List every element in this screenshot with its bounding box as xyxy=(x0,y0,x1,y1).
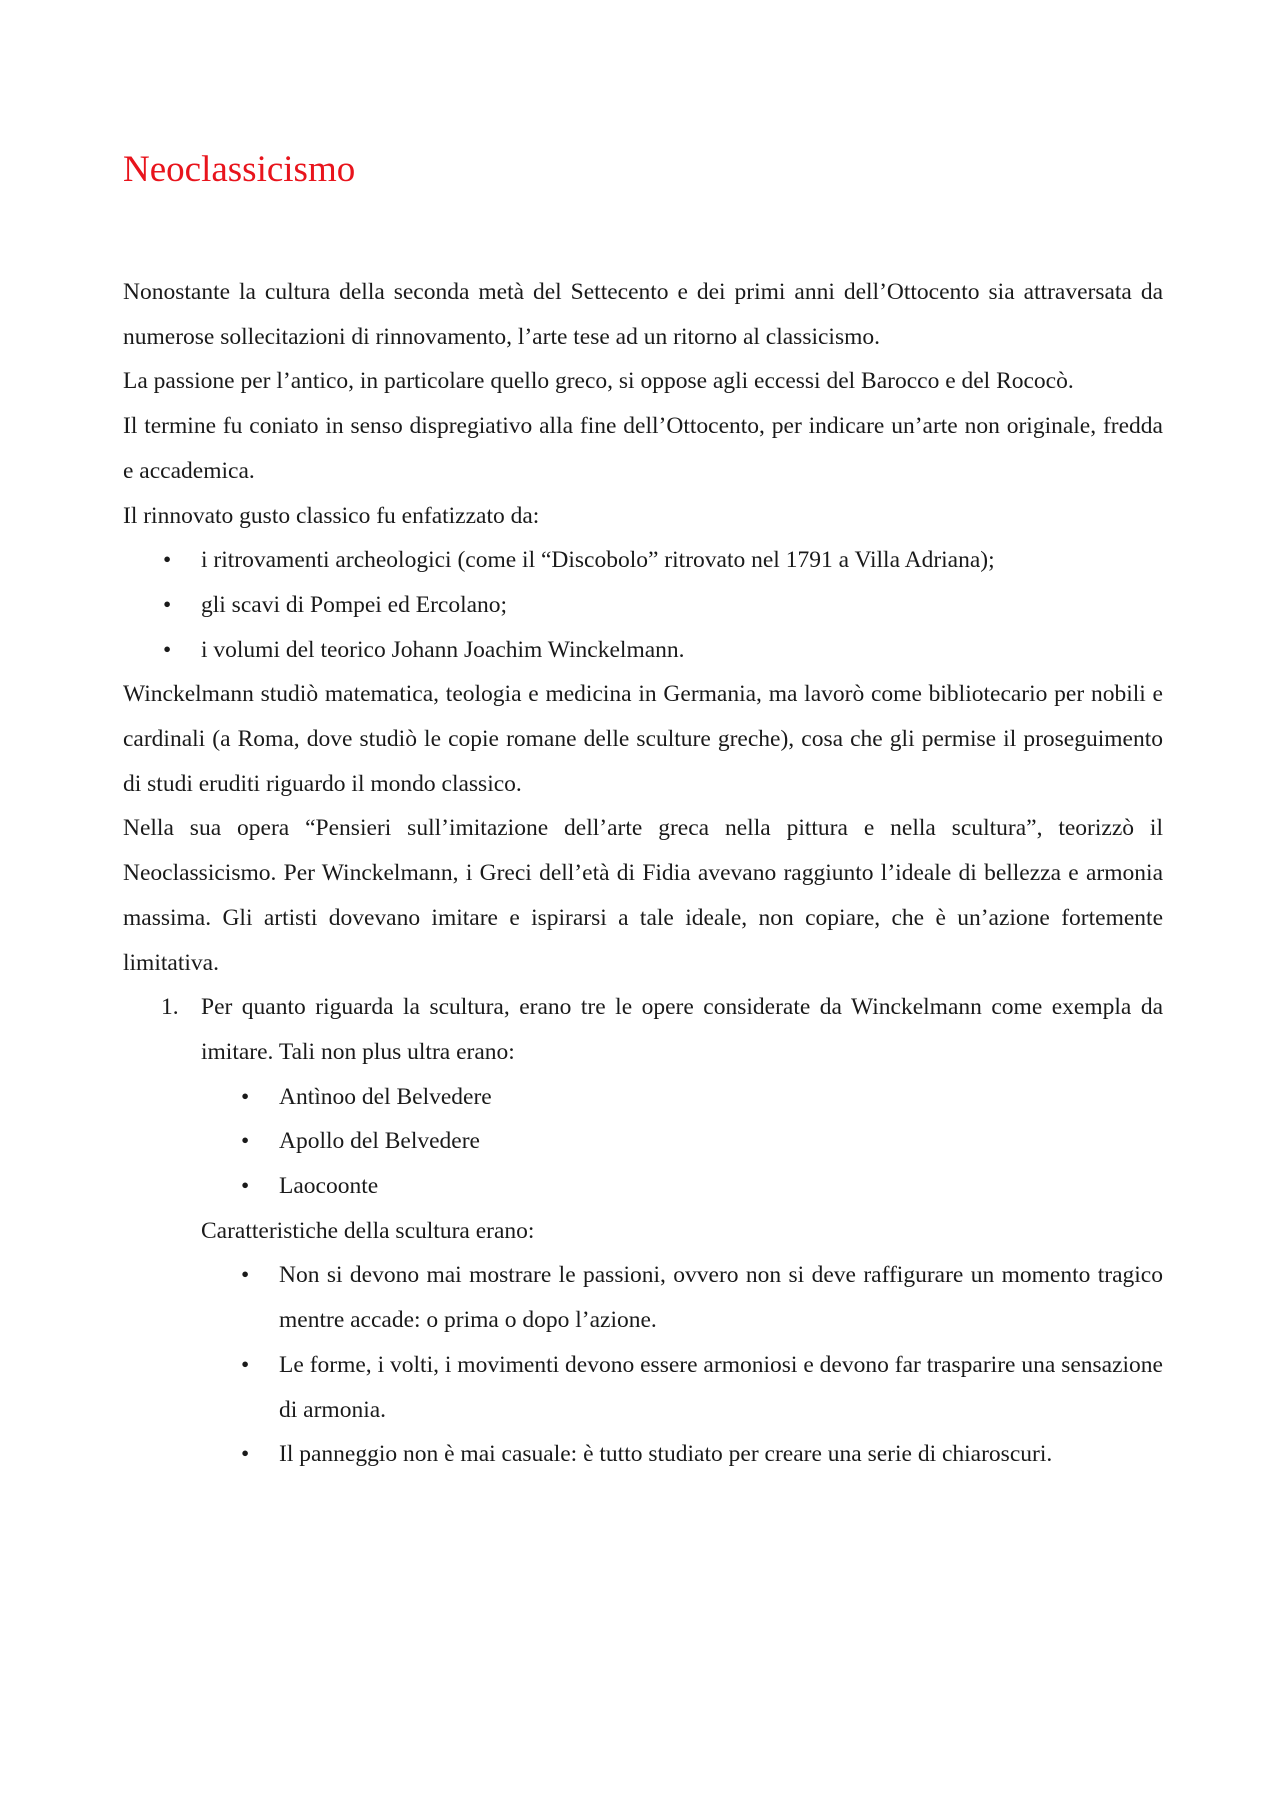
list-item-text: gli scavi di Pompei ed Ercolano; xyxy=(201,591,508,618)
list-item xyxy=(201,1119,1163,1164)
list-item xyxy=(201,1164,1163,1209)
bullet-icon: • xyxy=(241,1441,250,1468)
list-item xyxy=(123,628,1163,673)
numbered-item-text: Per quanto riguarda la scultura, erano tre le opere considerate da Winckelmann come exempla da imitare. Tali non plus ultra erano: xyxy=(201,994,1163,1065)
list-item xyxy=(201,1075,1163,1120)
features-intro: Caratteristiche della scultura erano: xyxy=(201,1217,535,1244)
intro-paragraph: Il rinnovato gusto classico fu enfatizzato da: xyxy=(123,502,540,529)
list-item-text: i volumi del teorico Johann Joachim Winckelmann. xyxy=(201,636,685,663)
bullet-icon: • xyxy=(163,636,172,663)
list-item xyxy=(201,1253,1163,1342)
numbered-list xyxy=(123,985,1163,1477)
list-item-text: i ritrovamenti archeologici (come il “Discobolo” ritrovato nel 1791 a Villa Adriana); xyxy=(201,547,995,574)
winckelmann-paragraph: Winckelmann studiò matematica, teologia e medicina in Germania, ma lavorò come bibliotecario per nobili e cardinali (a Roma, dove studiò le copie romane delle sculture greche), cosa che gli permise il proseguimento di studi eruditi riguardo il mondo classico. xyxy=(123,681,1163,797)
list-item-text: Non si devono mai mostrare le passioni, ovvero non si deve raffigurare un momento tragico mentre accade: o prima o dopo l’azione. xyxy=(279,1262,1163,1334)
works-list xyxy=(201,1075,1163,1209)
list-item-text: Apollo del Belvedere xyxy=(279,1128,480,1155)
intro-paragraph: La passione per l’antico, in particolare quello greco, si oppose agli eccessi del Barocco e del Rococò. xyxy=(123,368,1074,395)
bullet-icon: • xyxy=(163,591,172,618)
list-item-text: Le forme, i volti, i movimenti devono essere armoniosi e devono far trasparire una sensazione di armonia. xyxy=(279,1351,1163,1423)
bullet-icon: • xyxy=(241,1173,250,1200)
list-item xyxy=(123,538,1163,583)
intro-paragraph: Nonostante la cultura della seconda metà del Settecento e dei primi anni dell’Ottocento sia attraversata da numerose sollecitazioni di rinnovamento, l’arte tese ad un ritorno al classicismo. xyxy=(123,279,1163,350)
list-item xyxy=(201,1432,1163,1477)
intro-paragraph: Il termine fu coniato in senso dispregiativo alla fine dell’Ottocento, per indicare un’arte non originale, fredda e accademica. xyxy=(123,413,1163,484)
list-item xyxy=(201,1343,1163,1432)
winckelmann-paragraph: Nella sua opera “Pensieri sull’imitazione dell’arte greca nella pittura e nella scultura”, teorizzò il Neoclassicismo. Per Winckelmann, i Greci dell’età di Fidia avevano raggiunto l’ideale di bellezza e armonia massima. Gli artisti dovevano imitare e ispirarsi a tale ideale, non copiare, che è un’azione fortemente limitativa. xyxy=(123,815,1163,976)
causes-list xyxy=(123,538,1163,672)
list-item-text: Il panneggio non è mai casuale: è tutto studiato per creare una serie di chiaroscuri. xyxy=(279,1441,1053,1468)
bullet-icon: • xyxy=(241,1262,250,1289)
list-number: 1. xyxy=(161,994,179,1021)
bullet-icon: • xyxy=(241,1128,250,1155)
features-list xyxy=(201,1253,1163,1477)
list-item xyxy=(123,583,1163,628)
bullet-icon: • xyxy=(241,1083,250,1110)
list-item-text: Laocoonte xyxy=(279,1173,379,1200)
bullet-icon: • xyxy=(163,547,172,574)
numbered-list-item xyxy=(123,985,1163,1477)
document-title: Neoclassicismo xyxy=(123,149,356,190)
list-item-text: Antìnoo del Belvedere xyxy=(279,1083,492,1110)
bullet-icon: • xyxy=(241,1351,250,1378)
document-body xyxy=(123,148,1163,1477)
